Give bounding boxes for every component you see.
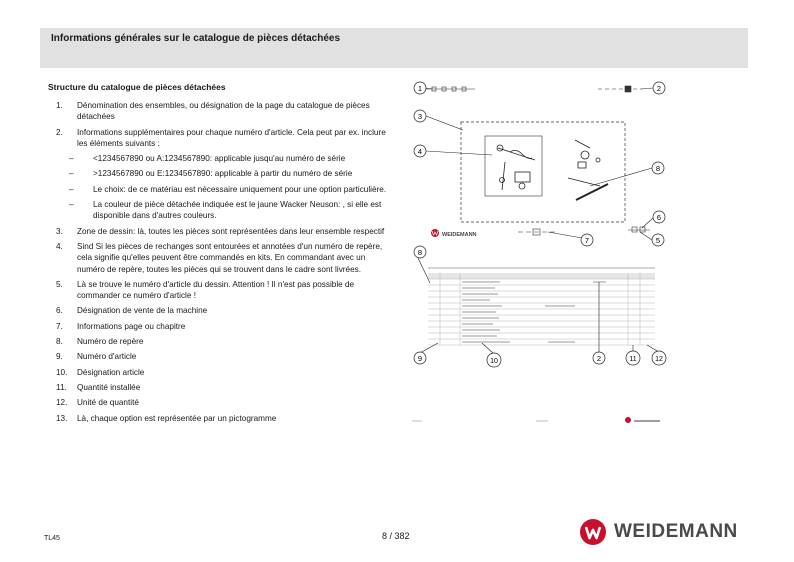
item-text: Numéro d'article — [77, 352, 137, 362]
sub-dash: – — [69, 200, 74, 210]
item-number: 3. — [56, 226, 63, 236]
parts-drawing — [497, 140, 608, 200]
item-text: Informations page ou chapitre — [77, 321, 186, 331]
svg-text:4: 4 — [417, 147, 423, 156]
callout-1 — [414, 82, 426, 94]
sub-dash: – — [69, 169, 74, 179]
item-number: 9. — [56, 352, 63, 362]
item-text: Dénomination des ensembles, ou désignation de la page du catalogue de pièces détachées — [77, 101, 370, 122]
svg-text:6: 6 — [656, 213, 662, 222]
list-item — [56, 336, 391, 347]
svg-text:1: 1 — [417, 84, 423, 93]
list-item — [56, 279, 391, 302]
list-item — [56, 367, 391, 378]
item-text: Numéro de repère — [77, 337, 144, 347]
callout-8-drawing — [652, 162, 664, 174]
item-number: 13. — [56, 413, 68, 423]
list-item — [56, 397, 391, 408]
list-item — [56, 413, 391, 424]
sub-text: Le choix: de ce matériau est nécessaire uniquement pour une option particulière. — [93, 184, 387, 194]
sub-item — [56, 199, 391, 222]
callout-12 — [652, 351, 666, 365]
list-item — [56, 382, 391, 393]
item-number: 4. — [56, 241, 63, 251]
callout-8-table — [414, 246, 426, 258]
page-number: 8 / 382 — [382, 531, 410, 541]
item-number: 11. — [56, 382, 67, 392]
svg-text:2: 2 — [656, 84, 662, 93]
mini-footer — [412, 417, 660, 423]
item-text: Sind Si les pièces de rechanges sont entourées et annotées d'un numéro de repère, cela signifie qu'elles peuvent être commandés en kits. En commandant avec un numéro de repère, toutes les pièces qui se trouvent dans le cadre sont livrées. — [77, 241, 383, 274]
item-text: Zone de dessin: là, toutes les pièces sont représentées dans leur ensemble respectif — [77, 226, 385, 236]
kit-frame — [485, 136, 542, 196]
small-brand-text: WEIDEMANN — [442, 232, 477, 238]
sub-dash: – — [69, 154, 74, 164]
structure-list — [56, 100, 391, 428]
callout-10 — [487, 353, 501, 367]
item-text: Désignation article — [77, 367, 145, 377]
svg-text:8: 8 — [655, 164, 661, 173]
svg-text:3: 3 — [417, 112, 423, 121]
callout-2-table — [593, 352, 605, 364]
callout-4 — [414, 145, 426, 157]
svg-text:11: 11 — [629, 356, 637, 363]
item-number: 7. — [56, 321, 63, 331]
brand-name: WEIDEMANN — [614, 521, 738, 542]
list-item — [56, 305, 391, 316]
sub-item — [56, 153, 391, 164]
list-item — [56, 226, 391, 237]
callout-6 — [653, 211, 665, 223]
item-number: 5. — [56, 279, 63, 289]
list-item — [56, 321, 391, 332]
svg-text:10: 10 — [490, 358, 498, 365]
svg-text:9: 9 — [417, 354, 423, 363]
sub-item — [56, 168, 391, 179]
callout-5 — [652, 234, 664, 246]
callout-9 — [414, 352, 426, 364]
small-brand-logo — [431, 229, 477, 238]
drawing-frame — [461, 122, 625, 222]
page-title: Informations générales sur le catalogue de pièces détachées — [51, 33, 340, 44]
sub-text: >1234567890 ou E:1234567890: applicable à partir du numéro de série — [93, 169, 353, 179]
callout-3 — [414, 110, 426, 122]
weidemann-logo-icon — [578, 517, 608, 547]
list-item — [56, 100, 391, 123]
list-item — [56, 127, 391, 150]
item-text: Là se trouve le numéro d'article du dessin. Attention ! Il n'est pas possible de commander ce numéro d'article ! — [77, 279, 355, 301]
item-text: Quantité installée — [77, 382, 141, 392]
top-strip — [425, 86, 642, 92]
callout-7 — [581, 234, 593, 246]
item-text: Là, chaque option est représentée par un pictogramme — [77, 413, 277, 423]
item-number: 2. — [56, 127, 63, 137]
item-text: Unité de quantité — [77, 398, 139, 408]
document-code: TL45 — [44, 535, 60, 542]
section-title: Structure du catalogue de pièces détachées — [48, 82, 226, 92]
sub-item — [56, 184, 391, 195]
catalogue-structure-figure — [405, 78, 670, 430]
item-number: 6. — [56, 306, 63, 316]
sub-text: La couleur de pièce détachée indiquée est le jaune Wacker Neuson: , si elle est disponible dans d'autres couleurs. — [93, 200, 382, 221]
list-item — [56, 241, 391, 275]
sub-text: <1234567890 ou A:1234567890: applicable jusqu'au numéro de série — [93, 154, 346, 164]
callout-11 — [626, 351, 640, 365]
item-number: 1. — [56, 101, 63, 110]
svg-text:5: 5 — [655, 236, 661, 245]
svg-text:2: 2 — [596, 354, 602, 363]
svg-text:8: 8 — [417, 248, 423, 257]
sub-dash: – — [69, 184, 74, 194]
title-block-strip — [518, 227, 650, 235]
callout-2-top — [653, 82, 665, 94]
item-number: 12. — [56, 398, 68, 408]
list-item — [56, 351, 391, 362]
leader-lines — [418, 88, 662, 354]
svg-text:12: 12 — [655, 356, 663, 363]
weidemann-logo — [578, 517, 768, 547]
item-text: Informations supplémentaires pour chaque numéro d'article. Cela peut par ex. inclure les éléments suivants : — [77, 127, 386, 148]
item-number: 8. — [56, 337, 63, 347]
svg-text:7: 7 — [584, 236, 590, 245]
item-number: 10. — [56, 367, 68, 377]
item-text: Désignation de vente de la machine — [77, 306, 208, 316]
